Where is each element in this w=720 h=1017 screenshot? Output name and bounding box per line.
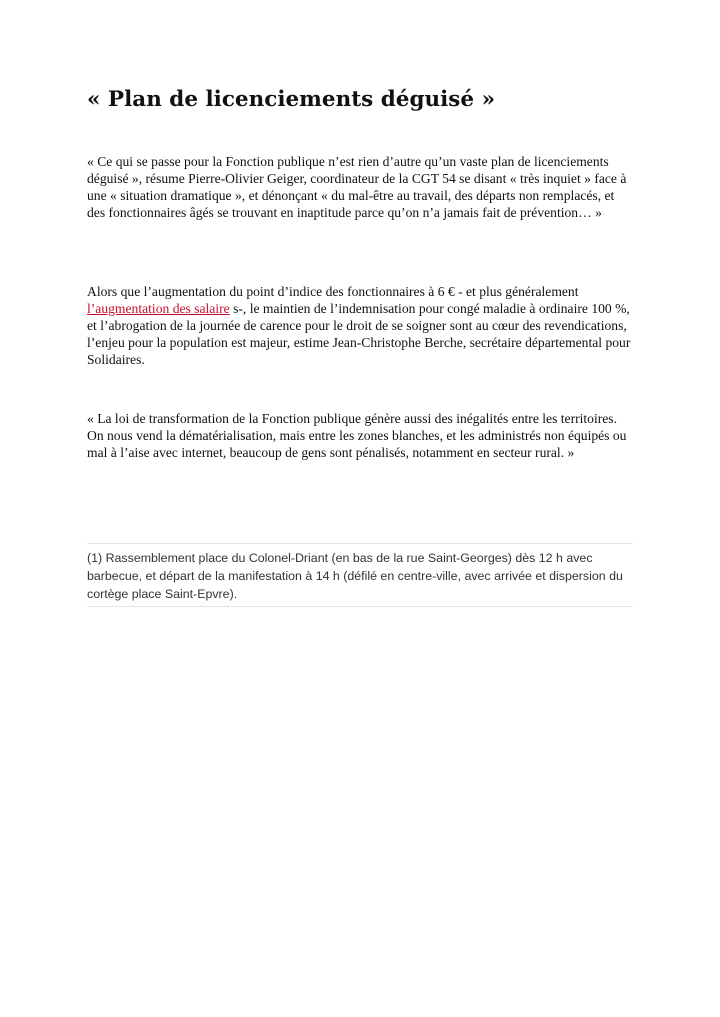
paragraph-text-end: s-, le maintien de l’indemnisation pour congé maladie à ordinaire 100 %, et l’abrogation de la journée de carence pour le droit de se soigner sont au cœur des revendications, l’enjeu pour la population est majeur, estime Jean-Christophe Berche, secrétaire départemental pour Solidaires. — [87, 301, 631, 367]
paragraph-text-start: Alors que l’augmentation du point d’indice des fonctionnaires à 6 € - et plus généralement — [87, 284, 579, 299]
article-title: « Plan de licenciements déguisé » — [87, 87, 496, 112]
paragraph-revendications — [87, 283, 635, 368]
footnote-top-divider — [87, 543, 633, 544]
paragraph-quote-loi: « La loi de transformation de la Fonction publique génère aussi des inégalités entre les territoires. On nous vend la dématérialisation, mais entre les zones blanches, et les administrés non équipés ou mal à l’aise avec internet, beaucoup de gens sont pénalisés, notamment en secteur rural. » — [87, 411, 627, 460]
footnote: (1) Rassemblement place du Colonel-Driant (en bas de la rue Saint-Georges) dès 12 h avec barbecue, et départ de la manifestation à 14 h (défilé en centre-ville, avec arrivée et dispersion du cortège place Saint-Epvre). — [87, 551, 623, 601]
footnote-bottom-divider — [87, 606, 633, 607]
paragraph-quote-geiger: « Ce qui se passe pour la Fonction publique n’est rien d’autre qu’un vaste plan de licenciements déguisé », résume Pierre-Olivier Geiger, coordinateur de la CGT 54 se disant « très inquiet » face à une « situation dramatique », et dénonçant « du mal-être au travail, des départs non remplacés, et des fonctionnaires âgés se trouvant en inaptitude parce qu’on n’a jamais fait de prévention… » — [87, 154, 627, 220]
salary-increase-link[interactable]: l’augmentation des salaire — [87, 301, 230, 316]
